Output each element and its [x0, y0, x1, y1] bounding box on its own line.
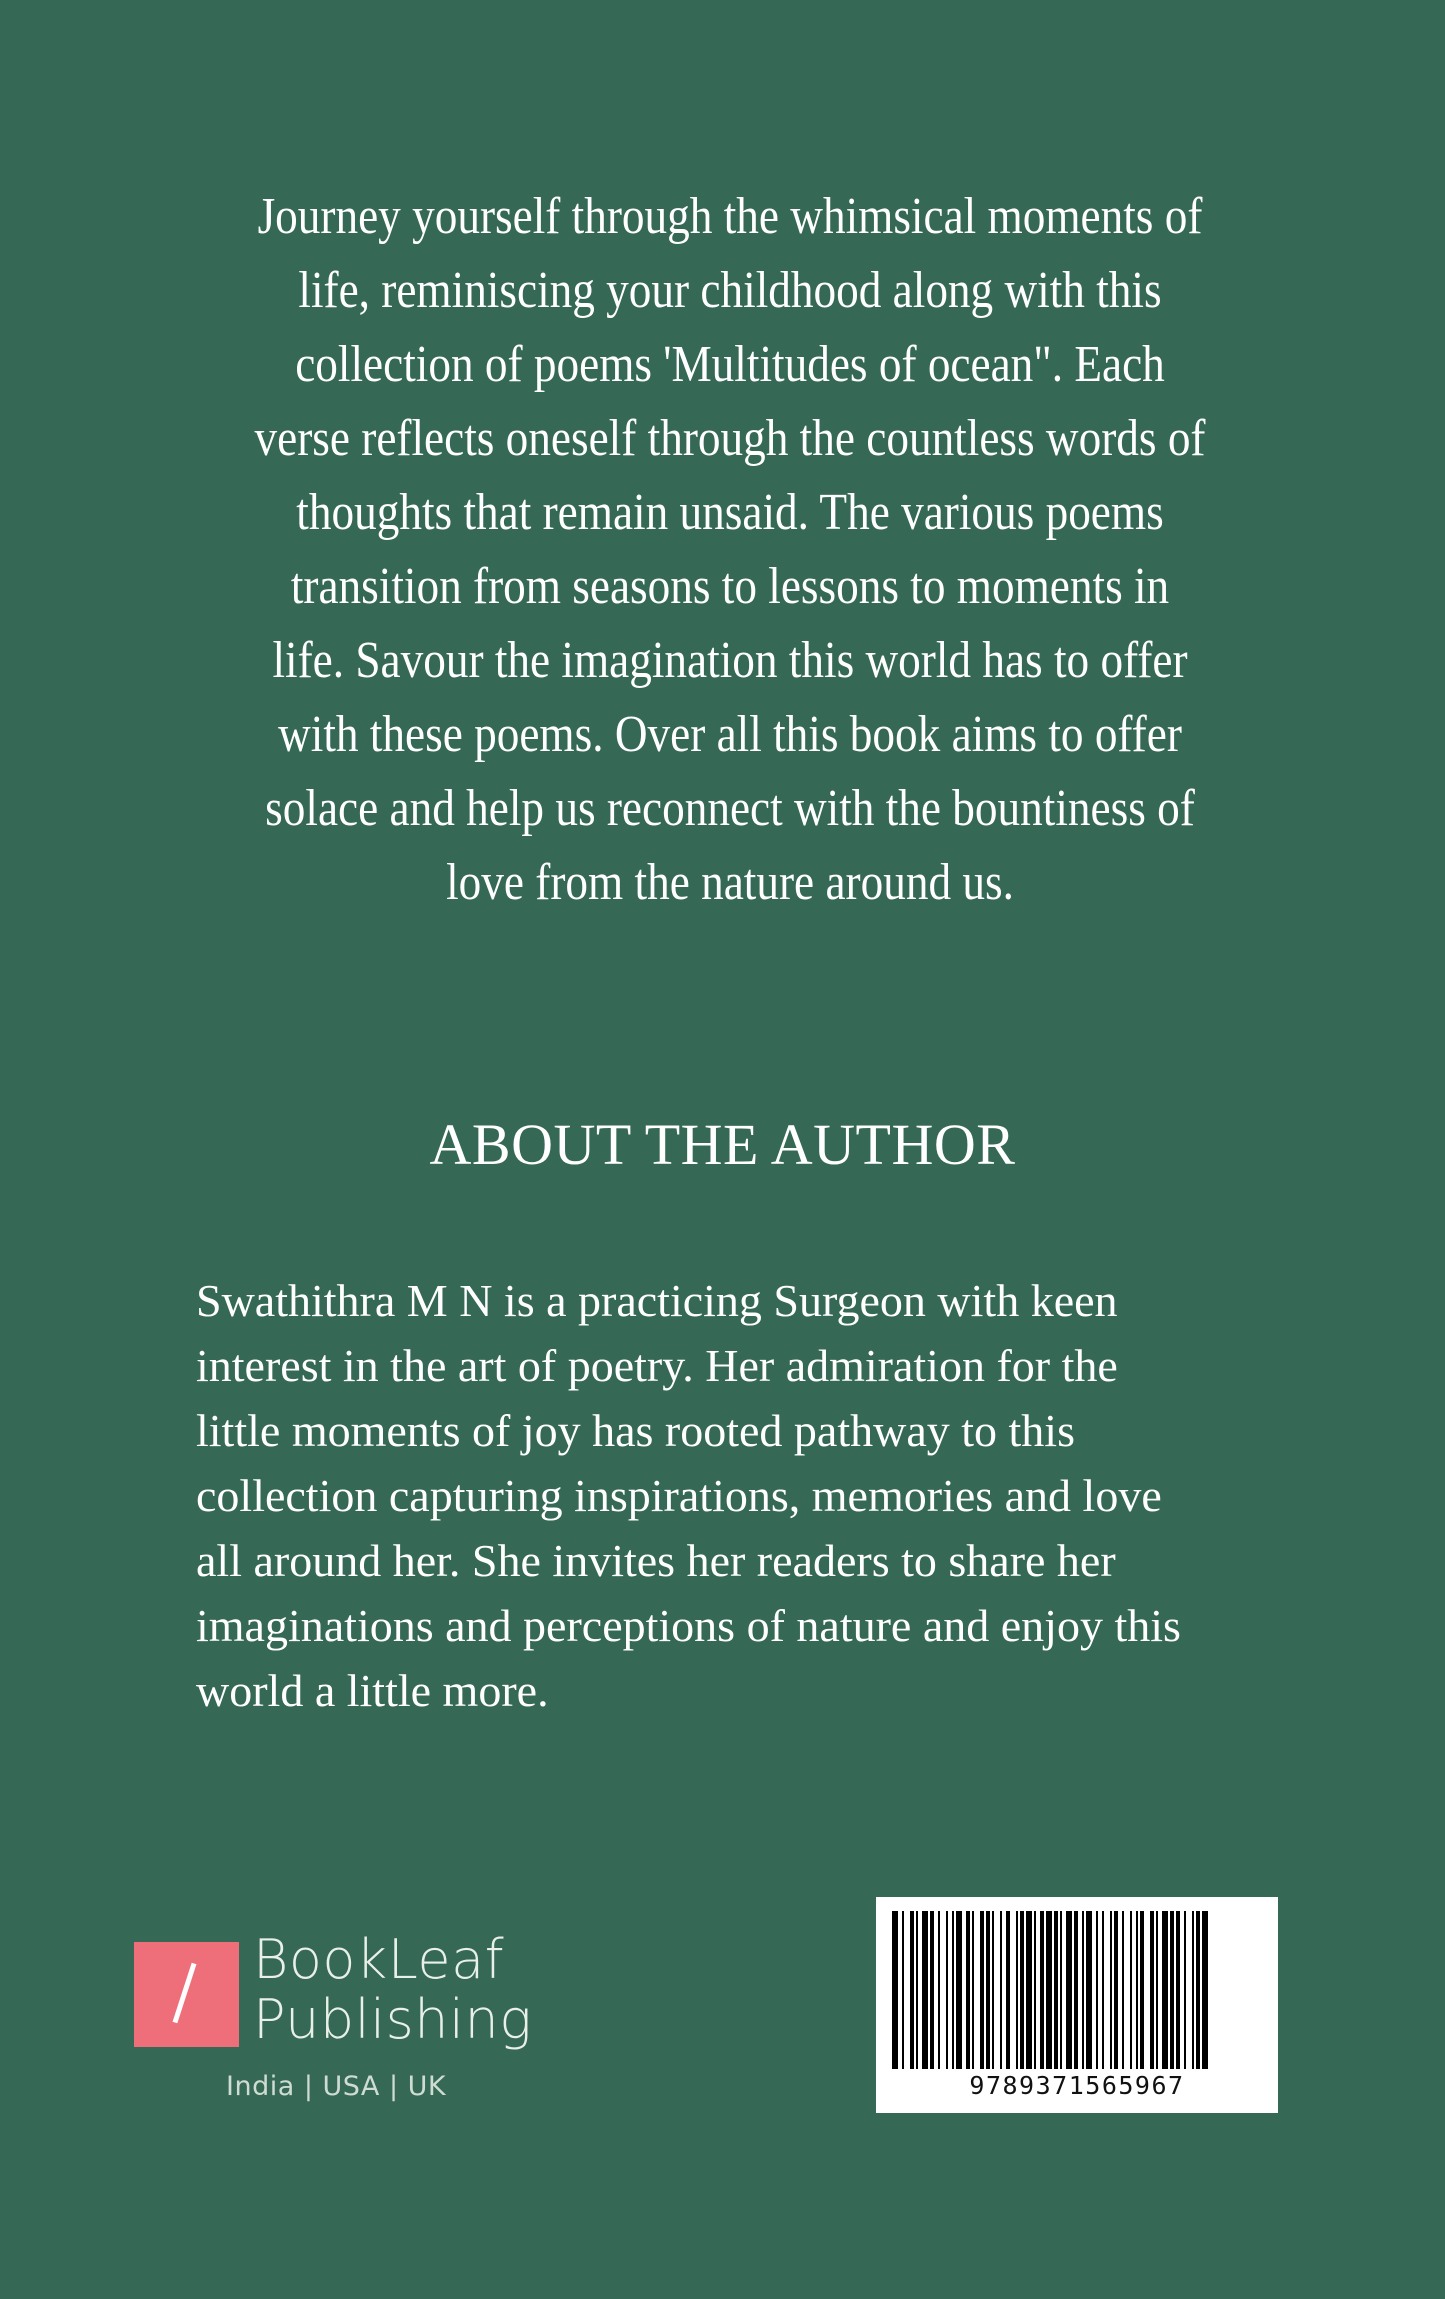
barcode-bar	[1102, 1911, 1104, 2069]
barcode-bar	[972, 1911, 974, 2069]
barcode-bar	[1074, 1911, 1078, 2069]
barcode-bar	[1156, 1911, 1158, 2069]
book-blurb: Journey yourself through the whimsical moments of life, reminiscing your childhood along with this collection of poems 'Multitudes of ocean". Each verse reflects oneself through the countless words of thoughts that remain unsaid. The various poems transition from seasons to lessons to moments in life. Savour the imagination this world has to offer with these poems. Over all this book aims to offer solace and help us reconnect with the bountiness of love from the nature around us.	[254, 188, 1206, 911]
author-bio: Swathithra M N is a practicing Surgeon with keen interest in the art of poetry. Her admiration for the little moments of joy has rooted pathway to this collection capturing inspirations, memories and love all around her. She invites her readers to share her imaginations and perceptions of nature and enjoy this world a little more.	[196, 1275, 1181, 1716]
barcode-bar	[910, 1911, 914, 2069]
barcode-bar	[1000, 1911, 1002, 2069]
barcode-bar	[980, 1911, 984, 2069]
publisher-name: BookLeaf Publishing	[253, 1928, 533, 2051]
publisher-logo	[134, 1928, 554, 2112]
barcode-bar	[938, 1911, 940, 2069]
barcode-bar	[1122, 1911, 1124, 2069]
barcode-bar	[952, 1911, 954, 2069]
barcode-bar	[1096, 1911, 1098, 2069]
barcode-bar	[922, 1911, 928, 2069]
barcode-bar	[1136, 1911, 1138, 2069]
barcode-bars-icon	[888, 1911, 1266, 2071]
barcode-bar	[1170, 1911, 1174, 2069]
barcode-bar	[1162, 1911, 1168, 2069]
barcode-bar	[892, 1911, 898, 2069]
barcode-bar	[1026, 1911, 1032, 2069]
barcode-bar	[966, 1911, 970, 2069]
barcode-bar	[1184, 1911, 1186, 2069]
barcode-bar	[1202, 1911, 1208, 2069]
barcode-bar	[1046, 1911, 1052, 2069]
barcode-bar	[1040, 1911, 1044, 2069]
logo-slash	[173, 1963, 197, 2024]
barcode-bar	[1054, 1911, 1058, 2069]
barcode-bar	[1086, 1911, 1092, 2069]
barcode-bar	[930, 1911, 934, 2069]
barcode-bar	[956, 1911, 962, 2069]
about-author-heading: ABOUT THE AUTHOR	[429, 1112, 1016, 1177]
barcode-bar	[1020, 1911, 1024, 2069]
barcode-bar	[1176, 1911, 1180, 2069]
barcode-bar	[1140, 1911, 1144, 2069]
barcode-bar	[1150, 1911, 1154, 2069]
slash-logo-icon	[134, 1942, 239, 2047]
barcode-bar	[902, 1911, 904, 2069]
barcode-bar	[1066, 1911, 1072, 2069]
barcode-bar	[1016, 1911, 1018, 2069]
barcode-bar	[1006, 1911, 1010, 2069]
barcode-bar	[946, 1911, 948, 2069]
barcode	[876, 1897, 1278, 2113]
barcode-bar	[1110, 1911, 1112, 2069]
barcode-bar	[1034, 1911, 1036, 2069]
barcode-bar	[1130, 1911, 1132, 2069]
barcode-bar	[1082, 1911, 1084, 2069]
barcode-bar	[992, 1911, 994, 2069]
barcode-bar	[986, 1911, 990, 2069]
barcode-bar	[1192, 1911, 1194, 2069]
barcode-bar	[1060, 1911, 1062, 2069]
barcode-bar	[1196, 1911, 1200, 2069]
barcode-bar	[916, 1911, 918, 2069]
publisher-regions: India | USA | UK	[226, 2071, 447, 2102]
isbn-number: 9789371565967	[969, 2071, 1185, 2100]
barcode-bar	[1114, 1911, 1118, 2069]
